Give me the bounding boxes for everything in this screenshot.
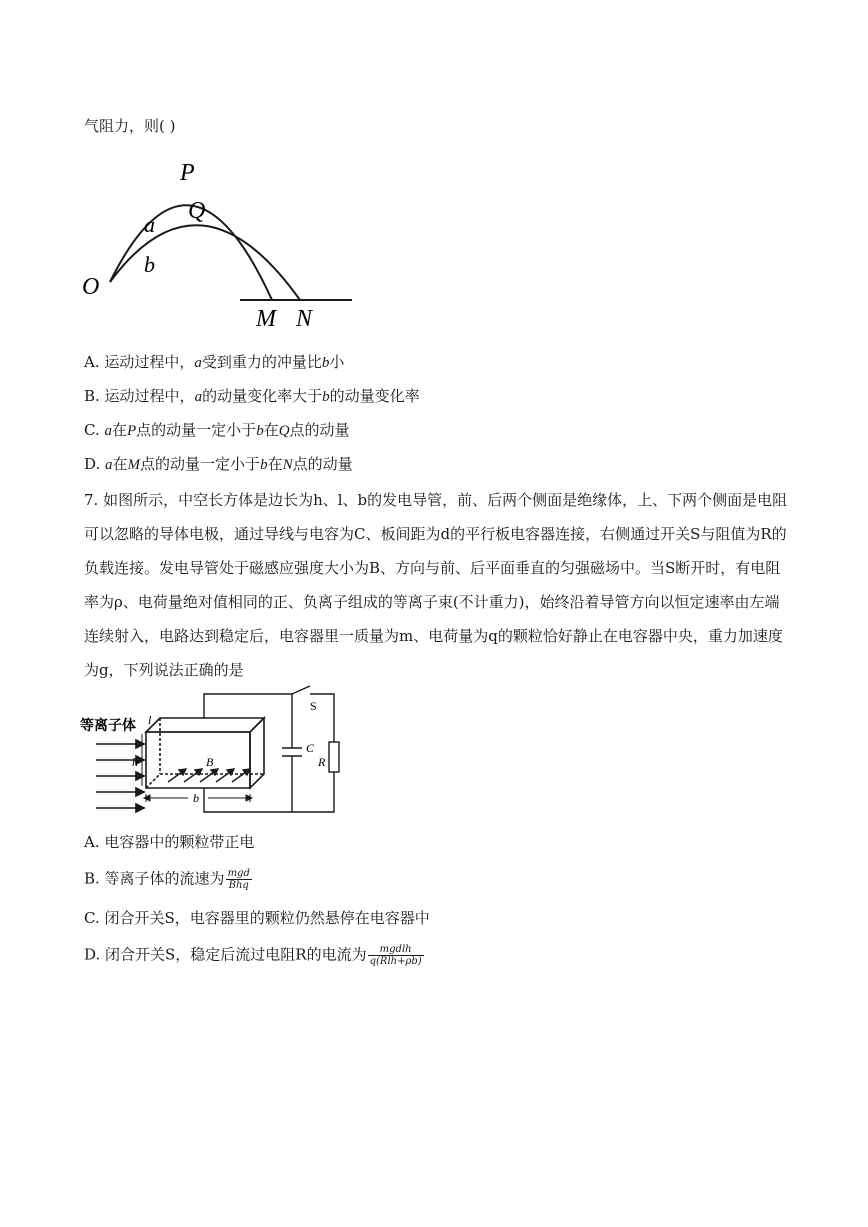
q7-option-b: B. 等离子体的流速为 $\frac{\text{mgd}}{\text{Bhq}}$ [84,868,250,891]
plasma-label: 等离子体 [80,719,136,734]
label-P: P [180,160,195,186]
label-Q: Q [188,198,206,224]
q6-option-a: A. 运动过程中，a受到重力的冲量比b小 [84,353,345,371]
circuit-wires [204,686,339,812]
flow-speed-fraction: $\frac{\text{mgd}}{\text{Bhq}}$ [227,868,250,891]
q7-stem-line-1: 7. 如图所示，中空长方体是边长为h、l、b的发电导管，前、后两个侧面是绝缘体，上、下两个侧面是电阻 [84,491,788,509]
q7-stem-line-4: 率为ρ、电荷量绝对值相同的正、负离子组成的等离子束(不计重力)，始终沿着导管方向以恒定速率由左端 [84,593,780,611]
q7-option-c: C. 闭合开关S，电容器里的颗粒仍然悬停在电容器中 [84,909,430,927]
q6-option-d: D. a在M点的动量一定小于b在N点的动量 [84,455,353,473]
label-O: O [82,274,100,300]
label-b: b [144,252,155,277]
generator-circuit-figure [78,686,368,822]
label-S: S [310,699,317,713]
current-fraction: $\frac{\text{mgdlh}}{\text{q(Rlh+ρb)}}$ [369,944,422,967]
trajectory-figure [80,150,370,335]
label-l: l [148,713,152,727]
q6-option-c: C. a在P点的动量一定小于b在Q点的动量 [84,421,350,439]
q6-option-b: B. 运动过程中，a的动量变化率大于b的动量变化率 [84,387,420,405]
generator-duct [146,718,264,788]
q7-option-a: A. 电容器中的颗粒带正电 [84,833,255,851]
magnetic-field-arrows [168,769,250,782]
q7-stem-line-3: 负载连接。发电导管处于磁感应强度大小为B、方向与前、后平面垂直的匀强磁场中。当S断开时，有电阻 [84,559,781,577]
plasma-arrows [96,740,144,812]
label-C: C [306,741,315,755]
label-R: R [318,755,326,769]
intro-line: 气阻力，则( ) [84,117,176,135]
label-a: a [144,212,155,237]
q7-stem-line-6: 为g，下列说法正确的是 [84,661,244,679]
q7-stem-line-5: 连续射入，电路达到稳定后，电容器里一质量为m、电荷量为q的颗粒恰好静止在电容器中央，重力加速度 [84,627,783,645]
label-b: b [193,791,199,805]
label-N: N [296,306,313,332]
label-h: h [132,755,138,769]
label-M: M [256,306,276,332]
q7-option-d: D. 闭合开关S，稳定后流过电阻R的电流为 $\frac{\text{mgdlh}}{\text{q(Rlh+ρb)}}$ [84,944,422,967]
q7-stem-line-2: 可以忽略的导体电极，通过导线与电容为C、板间距为d的平行板电容器连接，右侧通过开关S与阻值为R的 [84,525,787,543]
label-B: B [206,755,214,769]
